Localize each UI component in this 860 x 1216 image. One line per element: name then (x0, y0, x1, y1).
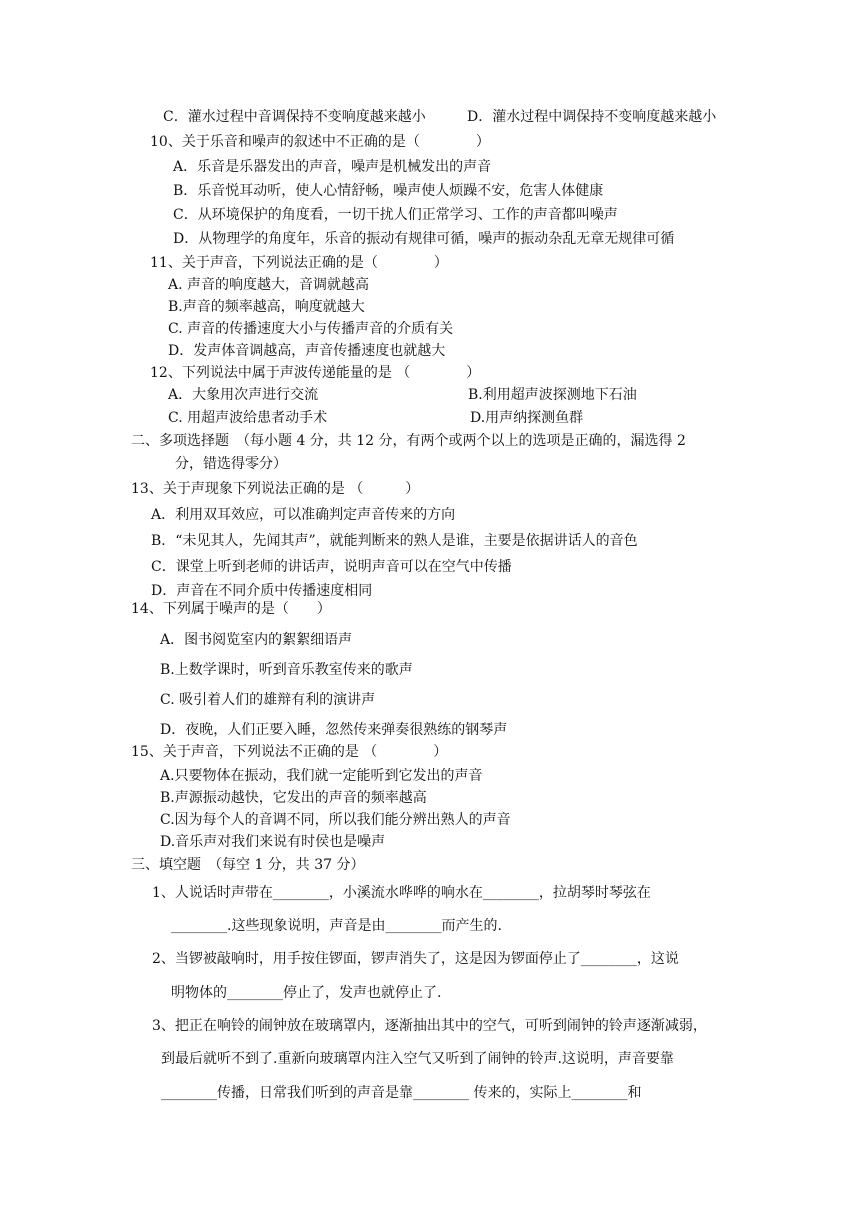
q11-option-d: D．发声体音调越高，声音传播速度也就越大 (168, 343, 446, 359)
q14-stem: 14、下列属于噪声的是（ ） (131, 601, 331, 617)
q12-option-b: B.利用超声波探测地下石油 (468, 387, 637, 403)
q11-option-a: A. 声音的响度越大，音调就越高 (168, 277, 370, 293)
q13-option-d: D．声音在不同介质中传播速度相同 (151, 583, 373, 599)
fill3-line3: ________传播，日常我们听到的声音是靠________ 传来的，实际上________和 (161, 1085, 642, 1101)
q15-option-b: B.声源振动越快，它发出的声音的频率越高 (160, 790, 427, 806)
fill3-line1: 3、把正在响铃的闹钟放在玻璃罩内，逐渐抽出其中的空气，可听到闹钟的铃声逐渐减弱， (152, 1018, 707, 1034)
q13-option-c: C．课堂上听到老师的讲话声，说明声音可以在空气中传播 (151, 559, 512, 575)
q15-option-c: C.因为每个人的音调不同，所以我们能分辨出熟人的声音 (160, 812, 511, 828)
fill2-line2: 明物体的________停止了，发声也就停止了. (171, 985, 442, 1001)
fill2-line1: 2、当锣被敲响时，用手按住锣面，锣声消失了，这是因为锣面停止了________，这说 (152, 951, 679, 967)
q10-option-a: A．乐音是乐器发出的声音，噪声是机械发出的声音 (173, 159, 492, 175)
q14-option-d: D．夜晚，人们正要入睡，忽然传来弹奏很熟练的钢琴声 (160, 722, 508, 738)
q10-option-d: D．从物理学的角度年，乐音的振动有规律可循，噪声的振动杂乱无章无规律可循 (173, 231, 675, 247)
q9-option-c: C．灌水过程中音调保持不变响度越来越小 (163, 109, 426, 125)
q14-option-c: C. 吸引着人们的雄辩有利的演讲声 (160, 692, 376, 708)
q11-option-b: B.声音的频率越高，响度就越大 (168, 299, 365, 315)
fill1-line2: ________.这些现象说明，声音是由________而产生的. (171, 918, 502, 934)
q10-option-c: C．从环境保护的角度看，一切干扰人们正常学习、工作的声音都叫噪声 (173, 207, 618, 223)
q13-stem: 13、关于声现象下列说法正确的是 （ ） (131, 481, 420, 497)
q12-option-d: D.用声纳探测鱼群 (470, 410, 584, 426)
q10-option-b: B．乐音悦耳动听，使人心情舒畅，噪声使人烦躁不安，危害人体健康 (173, 183, 604, 199)
q15-stem: 15、关于声音，下列说法不正确的是 （ ） (131, 744, 448, 760)
q12-option-c: C. 用超声波给患者动手术 (168, 410, 328, 426)
section3-heading: 三、填空题 （每空 1 分，共 37 分） (131, 857, 365, 873)
q15-option-d: D.音乐声对我们来说有时侯也是噪声 (160, 834, 386, 850)
fill1-line1: 1、人说话时声带在________，小溪流水哗哗的响水在________，拉胡琴时琴弦在 (152, 885, 651, 901)
q11-option-c: C. 声音的传播速度大小与传播声音的介质有关 (168, 321, 454, 337)
q14-option-a: A．图书阅览室内的絮絮细语声 (160, 632, 353, 648)
fill3-line2: 到最后就听不到了.重新向玻璃罩内注入空气又听到了闹钟的铃声.这说明，声音要靠 (161, 1051, 674, 1067)
q11-stem: 11、关于声音，下列说法正确的是（ ） (150, 255, 448, 271)
q9-option-d: D．灌水过程中调保持不变响度越来越小 (467, 109, 717, 125)
q13-option-b: B．“未见其人，先闻其声”，就能判断来的熟人是谁，主要是依据讲话人的音色 (151, 533, 638, 549)
section2-heading: 二、多项选择题 （每小题 4 分，共 12 分，有两个或两个以上的选项是正确的，漏选得 2 (131, 433, 686, 449)
q12-option-a: A．大象用次声进行交流 (168, 387, 319, 403)
q10-stem: 10、关于乐音和噪声的叙述中不正确的是（ ） (150, 134, 490, 150)
q14-option-b: B.上数学课时，听到音乐教室传来的歌声 (160, 662, 413, 678)
q12-stem: 12、下列说法中属于声波传递能量的是 （ ） (150, 365, 481, 381)
section2-heading-cont: 分，错选得零分） (175, 456, 287, 472)
q15-option-a: A.只要物体在振动，我们就一定能听到它发出的声音 (160, 768, 483, 784)
q13-option-a: A．利用双耳效应，可以准确判定声音传来的方向 (151, 507, 456, 523)
